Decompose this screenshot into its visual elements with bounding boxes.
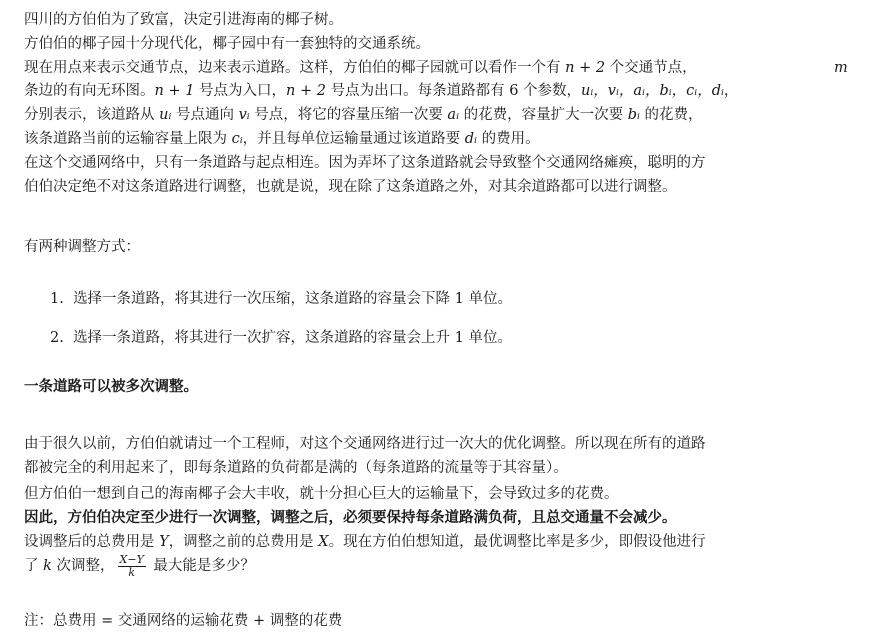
list-text: 选择一条道路，将其进行一次扩容，这条道路的容量会上升 1 单位。 [73, 330, 513, 346]
math-b-i: bᵢ [627, 107, 640, 123]
list-text: 选择一条道路，将其进行一次压缩，这条道路的容量会下降 1 单位。 [73, 291, 513, 307]
text: ， [723, 83, 739, 99]
text: 的花费，容量扩大一次要 [458, 107, 628, 123]
text: 的费用。 [476, 131, 540, 147]
fraction-denominator: k [128, 565, 135, 579]
math-X: X [318, 534, 329, 550]
math-m: m [834, 60, 848, 76]
intro-line-8: 伯伯决定绝不对这条道路进行调整，也就是说，现在除了这条道路之外，对其余道路都可以进行调整。 [24, 179, 677, 195]
text: 最大能是多少？ [148, 558, 255, 574]
list-number: 2. [50, 330, 64, 346]
list-number: 1. [50, 291, 64, 307]
list-item-2 [50, 327, 512, 349]
text: ，并且每单位运输量通过该道路要 [242, 131, 465, 147]
history-line-1: 由于很久以前，方伯伯就请过一个工程师，对这个交通网络进行过一次大的优化调整。所以现在所有的道路 [24, 436, 706, 452]
constraint-line: 因此，方伯伯决定至少进行一次调整，调整之后，必须要保持每条道路满负荷，且总交通量不会减少。 [24, 509, 677, 526]
question-line [24, 553, 255, 579]
math-d-i: dᵢ [464, 131, 477, 147]
text: 号点为入口， [194, 83, 287, 99]
list-item-1 [50, 288, 512, 310]
text: 次调整， [51, 558, 115, 574]
history-line-2: 都被完全的利用起来了，即每条道路的负荷都是满的（每条道路的流量等于其容量）。 [24, 460, 568, 476]
intro-line-5 [24, 104, 703, 126]
adjust-methods-heading: 有两种调整方式： [24, 239, 140, 255]
intro-line-7: 在这个交通网络中，只有一条道路与起点相连。因为弄坏了这条道路就会导致整个交通网络瘫痪，聪明的方 [24, 155, 706, 171]
text: 现在用点来表示交通节点，边来表示道路。这样，方伯伯的椰子园就可以看作一个有 [24, 60, 566, 76]
math-params: uᵢ，vᵢ，aᵢ，bᵢ，cᵢ，dᵢ [581, 83, 724, 99]
math-n-plus-2: n + 2 [286, 83, 326, 99]
intro-line-3 [24, 57, 848, 79]
text: 号点通向 [171, 107, 239, 123]
math-v-i: vᵢ [238, 107, 250, 123]
text: 该条道路当前的运输容量上限为 [24, 131, 232, 147]
multi-adjust-note: 一条道路可以被多次调整。 [24, 378, 198, 395]
math-k: k [43, 558, 52, 574]
intro-line-4 [24, 80, 738, 102]
text: ，调整之前的总费用是 [168, 534, 319, 550]
text: 设调整后的总费用是 [24, 534, 160, 550]
math-c-i: cᵢ [231, 131, 243, 147]
text: 。现在方伯伯想知道，最优调整比率是多少，即假设他进行 [328, 534, 706, 550]
math-n-plus-2: n + 2 [565, 60, 606, 76]
total-cost-note: 注：总费用 = 交通网络的运输花费 + 调整的花费 [24, 613, 343, 629]
text: 个交通节点， [605, 60, 697, 76]
text: 分别表示，该道路从 [24, 107, 160, 123]
text: 条边的有向无环图。 [24, 83, 155, 99]
intro-line-1: 四川的方伯伯为了致富，决定引进海南的椰子树。 [24, 12, 343, 28]
text: 号点，将它的容量压缩一次要 [249, 107, 448, 123]
math-u-i: uᵢ [159, 107, 172, 123]
intro-line-6 [24, 128, 540, 150]
fraction-numerator: X−Y [119, 552, 144, 566]
math-Y: Y [159, 534, 169, 550]
history-line-3: 但方伯伯一想到自己的海南椰子会大丰收，就十分担心巨大的运输量下，会导致过多的花费。 [24, 486, 619, 502]
text: 号点为出口。每条道路都有 6 个参数， [325, 83, 582, 99]
math-a-i: aᵢ [447, 107, 459, 123]
ratio-fraction [118, 554, 146, 579]
text: 的花费， [639, 107, 703, 123]
cost-line [24, 531, 706, 553]
text: 了 [24, 558, 44, 574]
intro-line-2: 方伯伯的椰子园十分现代化，椰子园中有一套独特的交通系统。 [24, 36, 430, 52]
math-n-plus-1: n + 1 [154, 83, 195, 99]
